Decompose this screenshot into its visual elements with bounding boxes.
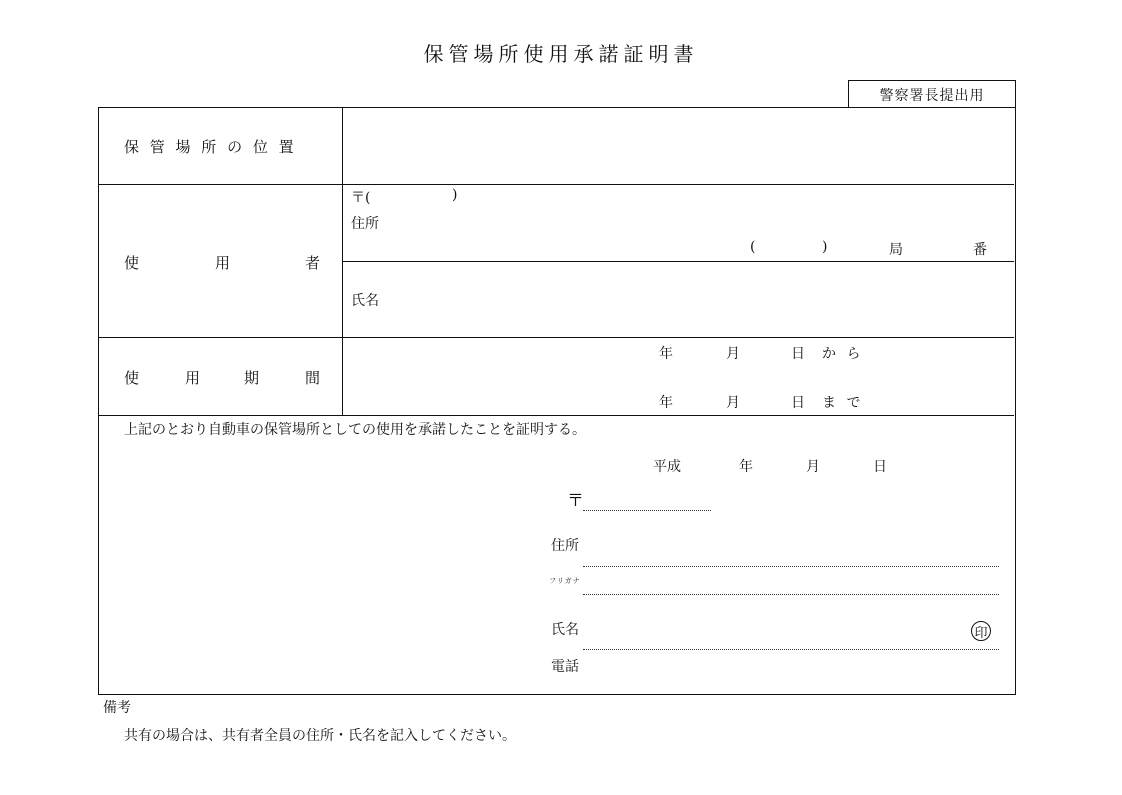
- period-from-month: 月: [726, 346, 740, 362]
- cert-postal-mark: 〒: [567, 491, 584, 511]
- period-from-suffix: か ら: [822, 346, 864, 362]
- user-label-char-2: 用: [215, 254, 231, 272]
- row-divider-period: [99, 415, 1014, 416]
- user-address-label: 住所: [351, 216, 379, 232]
- notes-heading: 備考: [103, 700, 131, 716]
- period-to-year: 年: [659, 395, 673, 411]
- row-divider-user-name: [342, 261, 1014, 262]
- cert-name-line[interactable]: [583, 649, 999, 650]
- cert-address-line[interactable]: [583, 566, 999, 567]
- cert-date-day: 日: [873, 459, 887, 475]
- user-phone-close: ): [822, 239, 828, 255]
- period-to-suffix: ま で: [822, 395, 864, 411]
- document-title: 保管場所使用承諾証明書: [423, 42, 699, 66]
- row-divider-location: [99, 184, 1014, 185]
- row-divider-user: [99, 337, 1014, 338]
- user-label-char-3: 者: [305, 254, 321, 272]
- cert-name-label: 氏名: [551, 622, 579, 638]
- cert-date-month: 月: [806, 459, 820, 475]
- cert-date-era: 平成: [653, 459, 681, 475]
- user-phone-open: (: [750, 239, 756, 255]
- user-name-label: 氏名: [351, 293, 379, 309]
- period-label-char-1: 使: [124, 369, 140, 387]
- seal-mark-text: 印: [974, 625, 988, 641]
- cert-phone-input[interactable]: [585, 656, 995, 678]
- user-phone-ban: 番: [973, 242, 987, 258]
- user-address-input[interactable]: [385, 210, 1005, 232]
- user-postal-prefix: 〒(: [351, 190, 371, 206]
- location-input-area[interactable]: [344, 110, 1012, 180]
- seal-mark-icon: [971, 621, 991, 641]
- cert-furigana-line[interactable]: [583, 594, 999, 595]
- user-phone-kyoku: 局: [889, 242, 903, 258]
- user-postal-close: ): [452, 187, 458, 203]
- cert-furigana-label: フリガナ: [549, 577, 581, 585]
- period-to-month: 月: [726, 395, 740, 411]
- submission-label-text: 警察署長提出用: [879, 87, 985, 104]
- period-from-day: 日: [791, 346, 805, 362]
- notes-text: 共有の場合は、共有者全員の住所・氏名を記入してください。: [124, 728, 516, 744]
- period-to-day: 日: [791, 395, 805, 411]
- certification-statement: 上記のとおり自動車の保管場所としての使用を承諾したことを証明する。: [124, 422, 586, 438]
- cert-phone-label: 電話: [551, 659, 579, 675]
- period-label-char-4: 間: [305, 369, 321, 387]
- location-label: 保 管 場 所 の 位 置: [124, 138, 297, 156]
- cert-postal-line[interactable]: [583, 510, 711, 511]
- user-label-char-1: 使: [124, 254, 140, 272]
- form-table: [98, 107, 1016, 695]
- user-postal-input[interactable]: [375, 187, 447, 205]
- cert-address-label: 住所: [551, 538, 579, 554]
- period-from-year: 年: [659, 346, 673, 362]
- period-label-char-2: 用: [185, 369, 201, 387]
- period-label-char-3: 期: [244, 369, 260, 387]
- user-name-input[interactable]: [385, 280, 1005, 320]
- submission-label: [848, 80, 1016, 108]
- cert-date-year: 年: [739, 459, 753, 475]
